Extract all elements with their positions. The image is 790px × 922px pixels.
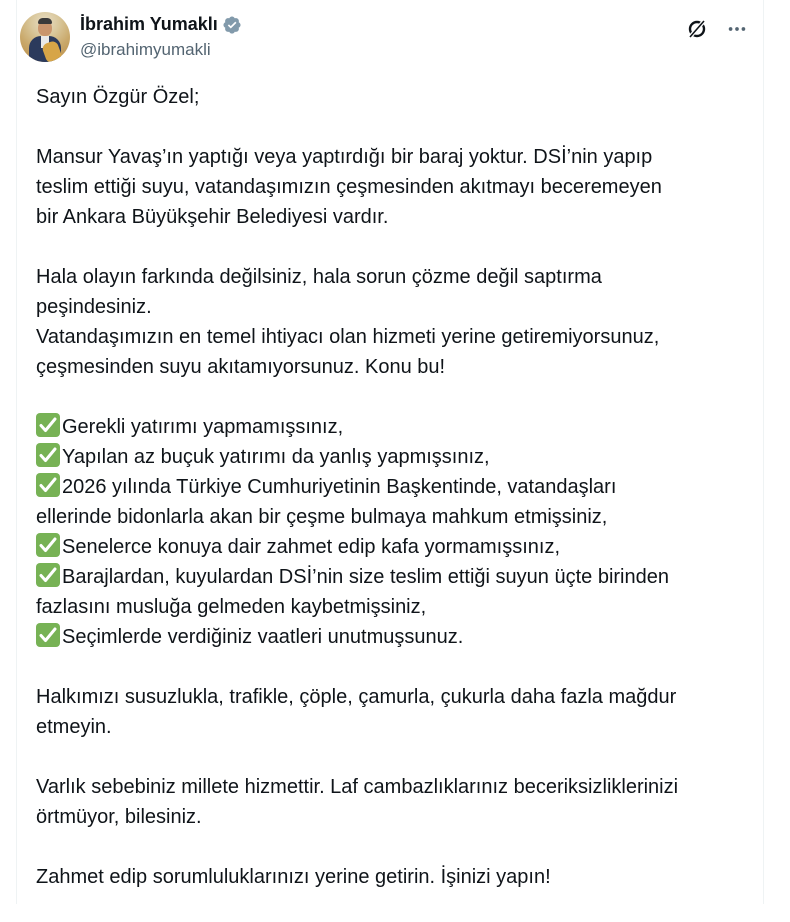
paragraph-2: Hala olayın farkında değilsiniz, hala sorun çözme değil saptırma peşindesiniz. Vatandaşımızın en temel ihtiyacı olan hizmeti yerine getiremiyorsunuz, çeşmesinden suyu akıtamıyorsunuz. Konu bu! (36, 266, 660, 378)
author-name[interactable]: İbrahim Yumaklı (80, 14, 218, 34)
avatar[interactable] (20, 12, 70, 62)
post-body (36, 82, 756, 922)
check-mark-button-icon (36, 443, 60, 467)
checklist: Gerekli yatırımı yapmamışsınız, Yapılan az buçuk yatırımı da yanlış yapmışsınız, 2026 yılında Türkiye Cumhuriyetinin Başkentinde, vatandaşları ellerinde bidonlarla akan bir çeşme bulmaya mahkum etmişsiniz, Senelerce konuya dair zahmet edip kafa yormamışsınız, Barajlardan, kuyulardan DSİ’nin size teslim ettiği suyun üçte birinden fazlasını musluğa gelmeden kaybetmişsiniz, Seçimlerde verdiğiniz vaatleri unutmuşsunuz. (36, 412, 756, 652)
check-mark-button-icon (36, 413, 60, 437)
check-mark-button-icon (36, 563, 60, 587)
verified-badge-icon (222, 15, 242, 35)
post-actions (684, 16, 750, 42)
author-handle[interactable]: @ibrahimyumakli (80, 40, 211, 59)
paragraph-3: Halkımızı susuzlukla, trafikle, çöple, çamurla, çukurla daha fazla mağdur etmeyin. (36, 686, 677, 738)
checklist-item: Gerekli yatırımı yapmamışsınız, (36, 412, 756, 442)
check-mark-button-icon (36, 533, 60, 557)
paragraph-1: Mansur Yavaş’ın yaptığı veya yaptırdığı bir baraj yoktur. DSİ’nin yapıp teslim ettiği suyu, vatandaşımızın çeşmesinden akıtmayı beceremeyen bir Ankara Büyükşehir Belediyesi vardır. (36, 146, 662, 228)
checklist-item: 2026 yılında Türkiye Cumhuriyetinin Başkentinde, vatandaşları (36, 472, 756, 502)
paragraph-5: Zahmet edip sorumluluklarınızı yerine getirin. İşinizi yapın! (36, 866, 551, 888)
checklist-item: Barajlardan, kuyulardan DSİ’nin size teslim ettiği suyun üçte birinden (36, 562, 756, 592)
greeting: Sayın Özgür Özel; (36, 86, 200, 108)
check-mark-button-icon (36, 623, 60, 647)
checklist-item: Seçimlerde verdiğiniz vaatleri unutmuşsunuz. (36, 622, 756, 652)
grok-icon (685, 17, 709, 41)
grok-button[interactable] (684, 16, 710, 42)
more-icon (726, 18, 748, 40)
check-mark-button-icon (36, 473, 60, 497)
paragraph-4: Varlık sebebiniz millete hizmettir. Laf cambazlıklarınız beceriksizliklerinizi örtmüyor, bilesiniz. (36, 776, 679, 828)
author-name-row[interactable] (80, 14, 242, 35)
post-header (20, 12, 750, 64)
checklist-item: Yapılan az buçuk yatırımı da yanlış yapmışsınız, (36, 442, 756, 472)
more-options-button[interactable] (724, 16, 750, 42)
checklist-item: Senelerce konuya dair zahmet edip kafa yormamışsınız, (36, 532, 756, 562)
